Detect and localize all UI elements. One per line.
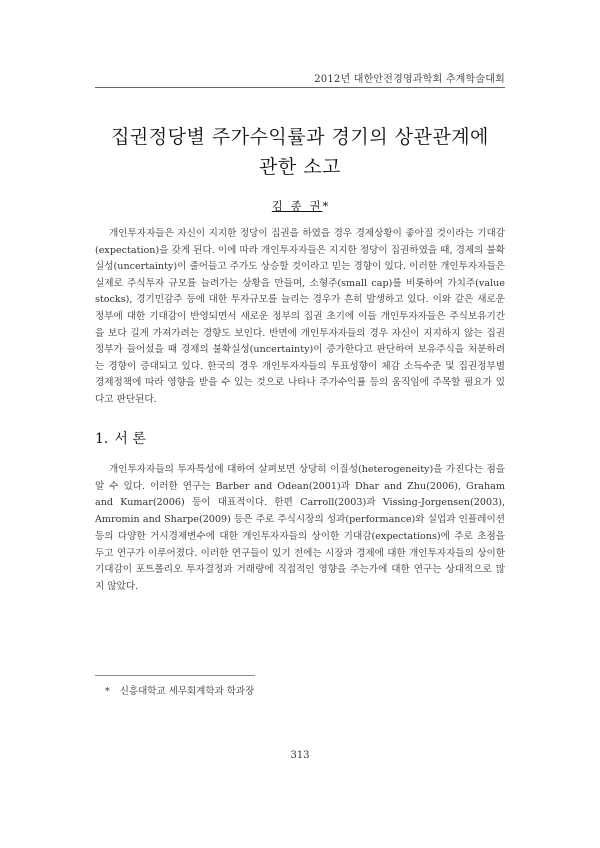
section-title: 서 론 — [114, 431, 146, 447]
author-line — [0, 198, 600, 214]
abstract-text: 개인투자자들은 자신이 지지한 정당이 집권을 하였을 경우 경제상황이 좋아질 것이라는 기대감(expectation)을 갖게 된다. 이에 따라 개인투자자들은 지지한 정당이 집권하였을 때, 경제의 불확실성(uncertainty)이 줄어들고 주가도 상승할 것이라고 믿는 경향이 있다. 이러한 개인투자자들은 실제로 주식투자 규모를 늘려가는 상황을 만들며, 소형주(small cap)를 비롯하여 가치주(value stocks), 경기민감주 등에 대한 투자규모를 늘리는 경우가 흔히 발생하고 있다. 이와 같은 새로운 정부에 대한 기대감이 반영되면서 새로운 정부의 집권 초기에 이들 개인투자자들은 주식보유기간을 보다 길게 가져가려는 경향도 보인다. 반면에 개인투자자들의 경우 자신이 지지하지 않는 집권정부가 들어섰을 때 경제의 불확실성(uncertainty)이 증가한다고 판단하여 보유주식을 처분하려는 경향이 증대되고 있다. 한국의 경우 개인투자자들의 투표성향이 체감 소득수준 및 집권정부별 경제정책에 따라 영향을 받을 수 있는 것으로 나타나 주가수익률 등의 움직임에 주목할 필요가 있다고 판단된다. — [95, 228, 505, 405]
footnote-mark: * — [105, 686, 110, 697]
paper-title — [95, 122, 505, 182]
title-line-2: 관한 소고 — [259, 156, 341, 178]
abstract — [95, 226, 505, 409]
section-heading — [95, 428, 146, 448]
footnote-rule — [95, 675, 255, 676]
footnote — [105, 683, 254, 697]
section-number: 1. — [95, 431, 109, 447]
author-mark: * — [322, 199, 329, 213]
footnote-text: 신흥대학교 세무회계학과 학과장 — [119, 686, 255, 697]
page-number: 313 — [290, 750, 310, 761]
header-rule — [95, 87, 505, 88]
author-name: 김 종 권 — [271, 199, 323, 213]
title-line-1: 집권정당별 주가수익률과 경기의 상관관계에 — [111, 126, 489, 148]
body-paragraph-text: 개인투자자들의 투자특성에 대하여 살펴보면 상당히 이질성(heterogeneity)을 가진다는 점을 알 수 있다. 이러한 연구는 Barber and Odean(2001)과 Dhar and Zhu(2006), Graham and Kumar(2006) 등이 대표적이다. 한편 Carroll(2003)과 Vissing-Jorgensen(2003), Amromin and Sharpe(2009) 등은 주로 주식시장의 성과(performance)와 실업과 인플레이션 등의 다양한 거시경제변수에 대한 개인투자자들의 상이한 기대감(expectations)에 주로 초점을 두고 연구가 이루어졌다. 이러한 연구들이 있기 전에는 시장과 경제에 대한 개인투자자들의 상이한 기대감이 포트폴리오 투자결정과 거래량에 직접적인 영향을 주는가에 대한 연구는 상대적으로 많지 않았다. — [95, 464, 505, 592]
running-header: 2012년 대한안전경영과학회 추계학술대회 — [314, 74, 505, 85]
body-paragraph — [95, 462, 505, 596]
